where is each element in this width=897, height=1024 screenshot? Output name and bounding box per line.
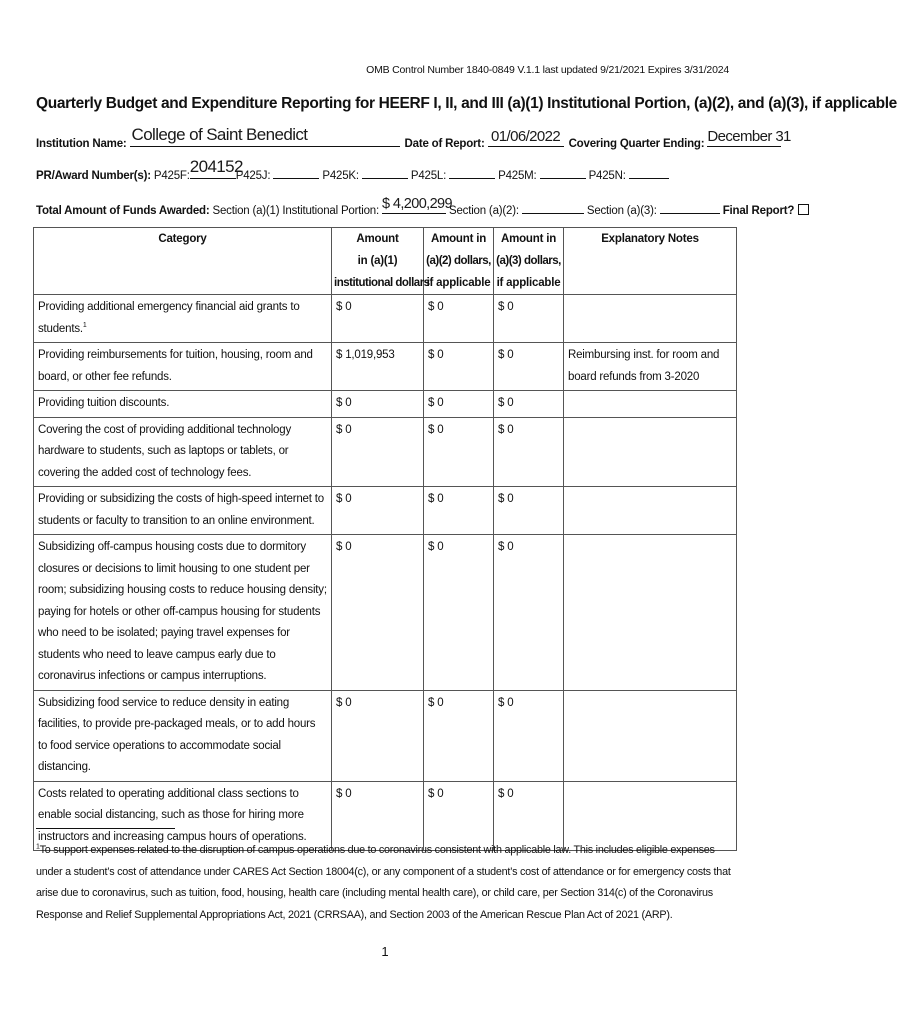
amount-a1-cell[interactable]: $ 0	[332, 487, 424, 535]
header-a3-line3: if applicable	[496, 277, 561, 289]
date-of-report-field[interactable]	[488, 128, 564, 147]
category-text: Providing tuition discounts.	[38, 397, 170, 409]
amount-a3-cell[interactable]: $ 0	[494, 535, 564, 691]
category-cell	[34, 417, 332, 487]
section-a1-field[interactable]	[381, 196, 452, 214]
footnote	[36, 840, 736, 926]
amount-a3-cell[interactable]: $ 0	[494, 487, 564, 535]
institution-row	[36, 125, 791, 150]
institution-name-label: Institution Name:	[36, 138, 127, 150]
category-cell	[34, 487, 332, 535]
amount-a2-cell[interactable]: $ 0	[424, 781, 494, 851]
amount-a3-cell[interactable]: $ 0	[494, 417, 564, 487]
category-cell	[34, 343, 332, 391]
table-row	[34, 690, 737, 781]
table-row	[34, 295, 737, 343]
table-row	[34, 535, 737, 691]
header-a1-line3: institutional dollars	[334, 277, 430, 289]
p425f-value: 204152	[189, 157, 243, 176]
footnote-ref: 1	[82, 321, 87, 329]
header-a2-line2: (a)(2) dollars,	[426, 255, 491, 267]
p425j-field[interactable]	[273, 166, 319, 179]
header-amount-a2	[424, 228, 494, 295]
category-cell	[34, 535, 332, 691]
explanatory-note-cell[interactable]	[564, 391, 737, 418]
omb-control-line: OMB Control Number 1840-0849 V.1.1 last updated 9/21/2021 Expires 3/31/2024	[366, 64, 729, 76]
explanatory-note-cell[interactable]	[564, 487, 737, 535]
section-a3-field[interactable]	[660, 201, 720, 214]
amount-a2-cell[interactable]: $ 0	[424, 295, 494, 343]
p425m-label: P425M:	[498, 170, 537, 182]
section-a2-field[interactable]	[522, 201, 584, 214]
footnote-rule	[36, 828, 175, 829]
header-amount-a1	[332, 228, 430, 295]
section-a3-label: Section (a)(3):	[586, 205, 657, 217]
award-row	[36, 157, 669, 182]
date-of-report-value: 01/06/2022	[491, 128, 561, 145]
p425k-label: P425K:	[322, 170, 359, 182]
category-text: Providing additional emergency financial aid grants to students.	[38, 301, 300, 335]
category-cell	[34, 295, 332, 343]
table-row	[34, 417, 737, 487]
amount-a3-cell[interactable]: $ 0	[494, 343, 564, 391]
institution-name-value: College of Saint Benedict	[131, 125, 308, 144]
amount-a3-cell[interactable]: $ 0	[494, 690, 564, 781]
section-a1-value: $ 4,200,299	[381, 196, 452, 212]
amount-a2-cell[interactable]: $ 0	[424, 343, 494, 391]
amount-a2-cell[interactable]: $ 0	[424, 417, 494, 487]
header-a2-line3: if applicable	[426, 277, 491, 289]
category-cell	[34, 690, 332, 781]
amount-a3-cell[interactable]: $ 0	[494, 295, 564, 343]
category-text: Costs related to operating additional class sections to enable social distancing, such as those for hiring more instructors and increasing campus hours of operations.	[38, 787, 307, 843]
p425n-label: P425N:	[588, 170, 626, 182]
final-report-label: Final Report?	[722, 205, 795, 217]
header-explanatory-notes: Explanatory Notes	[564, 228, 737, 295]
amount-a1-cell[interactable]: $ 0	[332, 781, 424, 851]
award-number-label: PR/Award Number(s):	[36, 170, 151, 182]
p425l-field[interactable]	[449, 166, 495, 179]
table-row	[34, 391, 737, 418]
explanatory-note-cell[interactable]	[564, 295, 737, 343]
amount-a1-cell[interactable]: $ 1,019,953	[332, 343, 424, 391]
table-row	[34, 343, 737, 391]
explanatory-note-cell[interactable]	[564, 535, 737, 691]
category-text: Subsidizing food service to reduce density in eating facilities, to provide pre-packaged meals, or to add hours to food service operations to accommodate social distancing.	[38, 696, 316, 773]
expenditure-table	[33, 227, 737, 851]
amount-a3-cell[interactable]: $ 0	[494, 391, 564, 418]
section-a1-label: Section (a)(1) Institutional Portion:	[212, 205, 379, 217]
total-funds-row	[36, 196, 809, 217]
amount-a2-cell[interactable]: $ 0	[424, 391, 494, 418]
explanatory-note-cell[interactable]	[564, 690, 737, 781]
amount-a2-cell[interactable]: $ 0	[424, 535, 494, 691]
p425f-label: P425F:	[153, 170, 190, 182]
amount-a1-cell[interactable]: $ 0	[332, 535, 424, 691]
p425j-label: P425J:	[235, 170, 271, 182]
amount-a1-cell[interactable]: $ 0	[332, 391, 424, 418]
date-of-report-label: Date of Report:	[404, 138, 485, 150]
category-text: Subsidizing off-campus housing costs due to dormitory closures or decisions to limit housing to one student per room; subsidizing housing costs to reduce housing density; paying for hotels or other off-campus housing for students who need to be isolated; paying travel expenses for students who need to leave campus early due to coronavirus infections or campus interruptions.	[38, 541, 327, 682]
explanatory-note-cell[interactable]	[564, 417, 737, 487]
header-a3-line1: Amount in	[500, 233, 557, 245]
table-row	[34, 487, 737, 535]
covering-quarter-value: December 31	[707, 128, 791, 145]
category-text: Providing reimbursements for tuition, housing, room and board, or other fee refunds.	[38, 349, 313, 383]
p425k-field[interactable]	[362, 166, 408, 179]
covering-quarter-label: Covering Quarter Ending:	[568, 138, 705, 150]
section-a2-label: Section (a)(2):	[448, 205, 519, 217]
page-number: 1	[381, 944, 389, 959]
footnote-text: To support expenses related to the disruption of campus operations due to coronavirus consistent with applicable law. This includes eligible expenses under a student’s cost of attendance under CARES Act Section 18004(c), or any component of a student’s cost of attendance or for emergency costs that arise due to coronavirus, such as tuition, food, housing, health care (including mental health care), or child care, per Section 314(c) of the Coronavirus Response and Relief Supplemental Appropriations Act, 2021 (CRRSAA), and Section 2003 of the American Rescue Plan Act of 2021 (ARP).	[36, 844, 731, 921]
category-cell	[34, 391, 332, 418]
header-amount-a3	[494, 228, 564, 295]
p425n-field[interactable]	[629, 166, 669, 179]
header-category: Category	[34, 228, 332, 295]
final-report-checkbox[interactable]	[798, 204, 809, 215]
amount-a1-cell[interactable]: $ 0	[332, 295, 424, 343]
amount-a2-cell[interactable]: $ 0	[424, 487, 494, 535]
explanatory-note-cell[interactable]: Reimbursing inst. for room and board refunds from 3-2020	[564, 343, 737, 391]
amount-a3-cell[interactable]: $ 0	[494, 781, 564, 851]
table-header-row	[34, 228, 737, 295]
footnote-marker: 1	[36, 843, 40, 851]
category-text: Providing or subsidizing the costs of high-speed internet to students or faculty to transition to an online environment.	[38, 493, 324, 527]
header-a1-line2: in (a)(1)	[357, 255, 398, 267]
covering-quarter-field[interactable]	[707, 128, 791, 147]
total-funds-label: Total Amount of Funds Awarded:	[36, 205, 210, 217]
amount-a1-cell[interactable]: $ 0	[332, 690, 424, 781]
header-a3-line2: (a)(3) dollars,	[496, 255, 561, 267]
p425m-field[interactable]	[540, 166, 586, 179]
form-title: Quarterly Budget and Expenditure Reporting for HEERF I, II, and III (a)(1) Institutional Portion, (a)(2), and (a)(3), if applicable	[36, 95, 897, 112]
category-text: Covering the cost of providing additional technology hardware to students, such as laptops or tablets, or covering the added cost of technology fees.	[38, 423, 291, 479]
header-a1-line1: Amount	[356, 233, 399, 245]
p425f-field[interactable]	[189, 157, 243, 179]
amount-a1-cell[interactable]: $ 0	[332, 417, 424, 487]
amount-a2-cell[interactable]: $ 0	[424, 690, 494, 781]
p425l-label: P425L:	[410, 170, 447, 182]
header-a2-line1: Amount in	[430, 233, 487, 245]
institution-name-field[interactable]	[130, 125, 400, 147]
